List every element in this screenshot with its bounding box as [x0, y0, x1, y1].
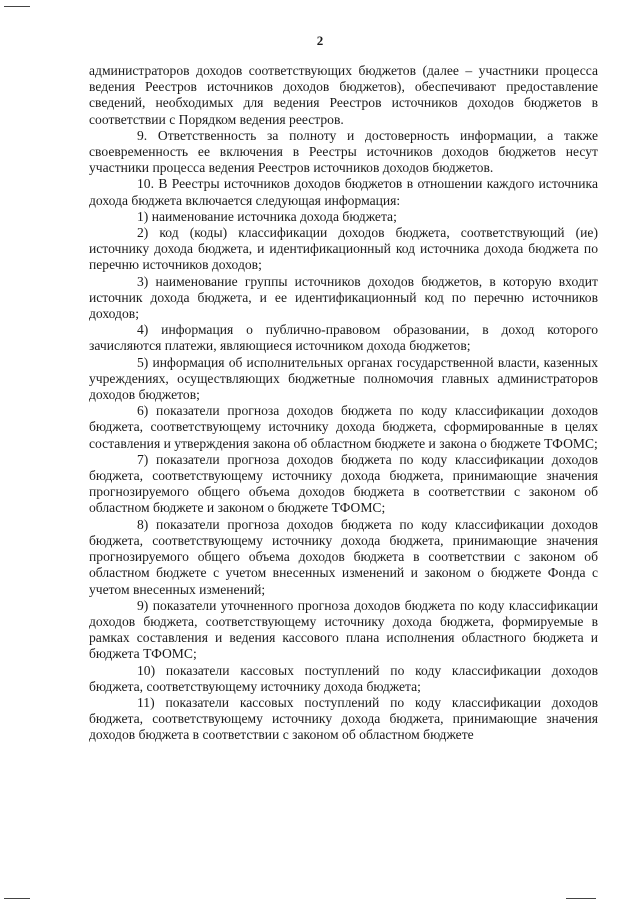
scan-edge-mark — [566, 898, 596, 899]
list-item: 7) показатели прогноза доходов бюджета по коду классификации доходов бюджета, соответствующему источнику дохода бюджета, принимающие значения прогнозируемого общего объема доходов бюджета в соответствии с законом об областном бюджете и законом о бюджете ТФОМС; — [89, 451, 598, 516]
list-item: 3) наименование группы источников доходов бюджетов, в которую входит источник дохода бюджета, и ее идентификационный код по перечню источников доходов; — [89, 273, 598, 322]
scan-edge-mark — [4, 6, 30, 7]
list-item: 10) показатели кассовых поступлений по коду классификации доходов бюджета, соответствующему источнику дохода бюджета; — [89, 662, 598, 694]
paragraph: 9. Ответственность за полноту и достоверность информации, а также своевременность ее включения в Реестры источников доходов бюджетов несут участники процесса ведения Реестров источников доходов бюджетов. — [89, 127, 598, 176]
paragraph: администраторов доходов соответствующих бюджетов (далее – участники процесса ведения Реестров источников доходов бюджетов), обеспечивают предоставление сведений, необходимых для ведения Реестров источников доходов бюджетов в соответствии с Порядком ведения реестров. — [89, 63, 598, 127]
list-item: 5) информация об исполнительных органах государственной власти, казенных учреждениях, осуществляющих бюджетные полномочия главных администраторов доходов бюджетов; — [89, 354, 598, 403]
list-item: 11) показатели кассовых поступлений по коду классификации доходов бюджета, соответствующему источнику дохода бюджета, принимающие значения доходов бюджета в соответствии с законом об областном бюджете — [89, 694, 598, 743]
scan-edge-mark — [4, 898, 30, 899]
page-number: 2 — [316, 33, 324, 48]
list-item: 1) наименование источника дохода бюджета; — [137, 208, 397, 224]
list-item: 9) показатели уточненного прогноза доходов бюджета по коду классификации доходов бюджета, соответствующему источнику дохода бюджета, формируемые в рамках составления и ведения кассового плана исполнения областного бюджета и бюджета ТФОМС; — [89, 597, 598, 662]
list-item: 8) показатели прогноза доходов бюджета по коду классификации доходов бюджета, соответствующему источнику дохода бюджета, принимающие значения прогнозируемого общего объема доходов бюджета в соответствии с законом об областном бюджете с учетом внесенных изменений и законом о бюджете Фонда с учетом внесенных изменений; — [89, 516, 598, 597]
list-item: 2) код (коды) классификации доходов бюджета, соответствующий (ие) источнику дохода бюджета, и идентификационный код источника дохода бюджета по перечню источников доходов; — [89, 225, 598, 273]
paragraph: 10. В Реестры источников доходов бюджетов в отношении каждого источника дохода бюджета включается следующая информация: — [89, 176, 598, 208]
list-item: 6) показатели прогноза доходов бюджета по коду классификации доходов бюджета, соответствующему источнику дохода бюджета, сформированные в целях составления и утверждения закона об областном бюджете и закона о бюджете ТФОМС; — [89, 403, 598, 451]
list-item: 4) информация о публично-правовом образовании, в доход которого зачисляются платежи, являющиеся источником дохода бюджетов; — [89, 322, 598, 354]
document-body — [89, 63, 598, 744]
